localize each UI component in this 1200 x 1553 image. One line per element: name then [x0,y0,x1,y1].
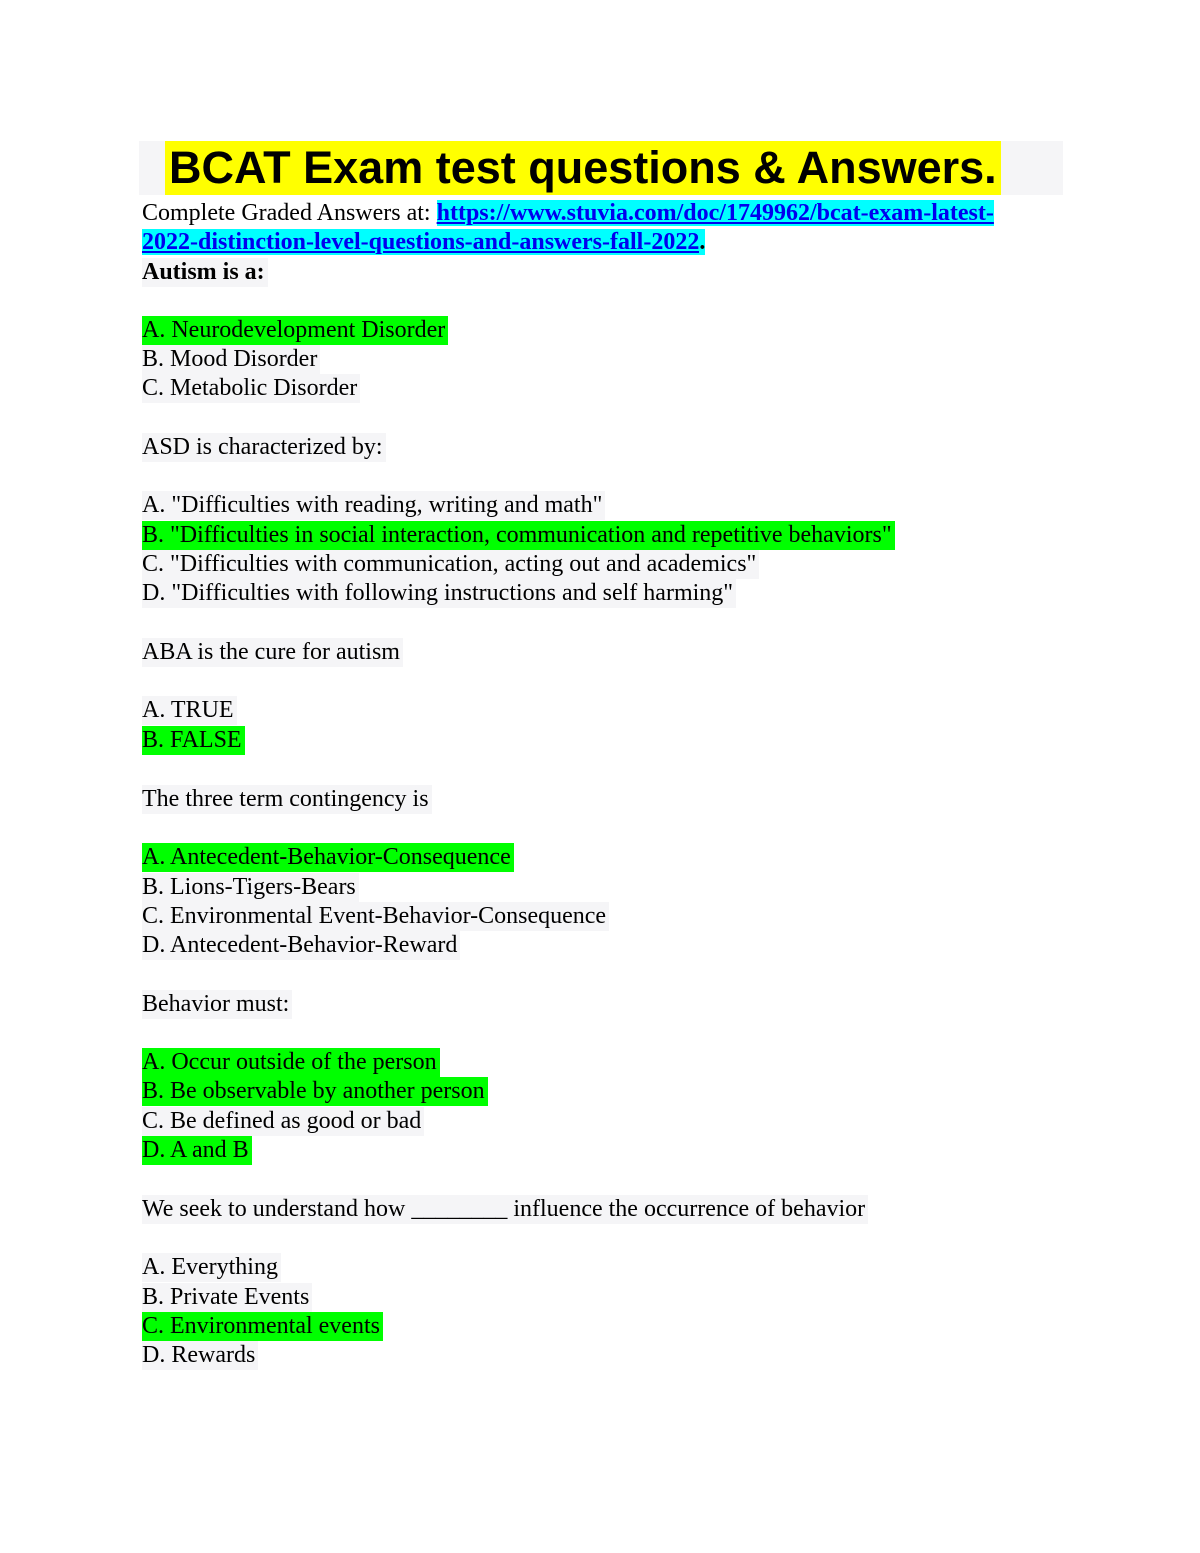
document-title: BCAT Exam test questions & Answers. [165,141,1001,195]
answer-option: C. "Difficulties with communication, acting out and academics" [142,550,759,579]
intro-line-2 [142,228,708,257]
answer-option: A. Everything [142,1253,281,1282]
answer-option-correct: B. FALSE [142,726,245,755]
intro-line-1 [142,199,997,228]
answer-option: A. TRUE [142,696,237,725]
answer-option: B. Private Events [142,1283,312,1312]
answer-option: D. Rewards [142,1341,258,1370]
question-text: ABA is the cure for autism [142,638,403,667]
answer-option-correct: A. Occur outside of the person [142,1048,440,1077]
question-text: ASD is characterized by: [142,433,386,462]
answer-option-correct: A. Antecedent-Behavior-Consequence [142,843,514,872]
answer-option: C. Metabolic Disorder [142,374,360,403]
intro-suffix: . [699,229,706,255]
answer-option: C. Be defined as good or bad [142,1107,424,1136]
answer-option: D. Antecedent-Behavior-Reward [142,931,460,960]
answer-option: A. "Difficulties with reading, writing and math" [142,491,605,520]
answer-option: D. "Difficulties with following instructions and self harming" [142,579,736,608]
question-text: Autism is a: [142,258,268,287]
stuvia-link-part-2[interactable]: 2022-distinction-level-questions-and-answers-fall-2022 [142,229,700,255]
answer-option-correct: B. Be observable by another person [142,1077,488,1106]
answer-option: B. Lions-Tigers-Bears [142,873,359,902]
title-block [139,141,1063,195]
answer-option-correct: A. Neurodevelopment Disorder [142,316,448,345]
answer-option-correct: B. "Difficulties in social interaction, communication and repetitive behaviors" [142,521,895,550]
question-text: We seek to understand how ________ influence the occurrence of behavior [142,1195,868,1224]
question-text: Behavior must: [142,990,292,1019]
answer-option: B. Mood Disorder [142,345,320,374]
stuvia-link-part-1[interactable]: https://www.stuvia.com/doc/1749962/bcat-exam-latest- [436,200,994,226]
answer-option-correct: C. Environmental events [142,1312,383,1341]
answer-option: C. Environmental Event-Behavior-Consequence [142,902,609,931]
question-text: The three term contingency is [142,785,432,814]
intro-prefix: Complete Graded Answers at: [142,200,437,226]
answer-option-correct: D. A and B [142,1136,252,1165]
